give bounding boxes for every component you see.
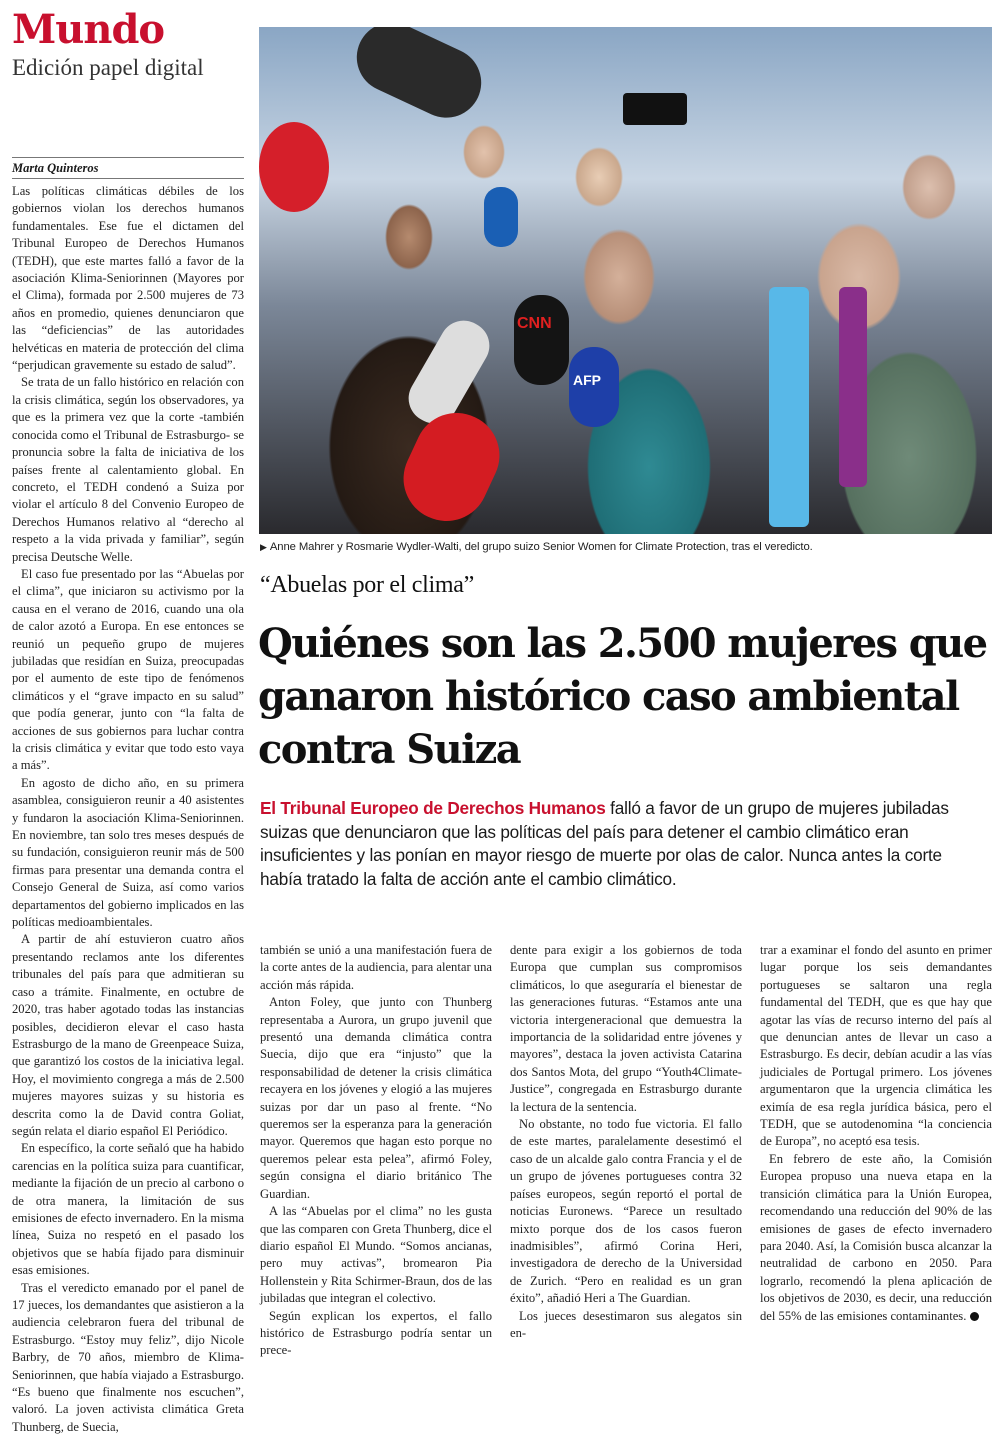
paragraph: trar a examinar el fondo del asunto en primer lugar porque los seis demandantes portugueses se saltaron una regla fundamental del TEDH, que es que hay que agotar las vías de recurso interno del país al que denuncian antes de llevar un caso a Estrasburgo. Es decir, debían acudir a las vías judiciales de Portugal primero. Los jóvenes argumentaron que la urgencia climática les eximía de esa regla jurídica básica, pero el TEDH, que se autodenomina “la conciencia de Europa”, no aceptó esa tesis. <box>760 943 992 1149</box>
boom-microphone <box>345 27 492 129</box>
body-column-4 <box>760 942 992 1325</box>
paragraph: también se unió a una manifestación fuera de la corte antes de la audiencia, para alentar una acción más rápida. <box>260 943 492 992</box>
lede-highlight: El Tribunal Europeo de Derechos Humanos <box>260 798 606 818</box>
paragraph: Anton Foley, que junto con Thunberg representaba a Aurora, un grupo juvenil que presentó una demanda climática contra Suecia, dijo que era “injusto” que la responsabilidad de detener la crisis climática recayera en los jóvenes y elogió a las mujeres suizas por dar un paso al frente. “No queremos ser la esperanza para la generación mayor. Queremos que hagan esto porque no queremos pelear esta pelea”, afirmó Foley, según consigna el diario británico The Guardian. <box>260 995 492 1201</box>
microphone-cnn <box>514 295 569 385</box>
afp-logo: AFP <box>573 372 601 388</box>
body-column-3 <box>510 942 742 1342</box>
body-column-1 <box>12 183 244 1436</box>
caption-text: Anne Mahrer y Rosmarie Wydler-Walti, del grupo suizo Senior Women for Climate Protection, tras el veredicto. <box>269 541 813 553</box>
purple-scarf <box>839 287 867 487</box>
byline-rule-top <box>12 157 244 158</box>
paragraph-text: En febrero de este año, la Comisión Europea propuso una nueva etapa en la transición climática para la Unión Europea, recomendando una reducción del 90% de las emisiones de gases de efecto invernadero para 2040. Así, la Comisión busca alcanzar la neutralidad de carbono en 2050. Para lograrlo, recomendó la plena aplicación de los objetivos de 2030, es decir, una reducción del 55% de las emisiones contaminantes. <box>760 1151 992 1323</box>
paragraph: Las políticas climáticas débiles de los gobiernos violan los derechos humanos fundamentales. Ese fue el dictamen del Tribunal Europeo de Derechos Humanos (TEDH), que este martes falló a favor de la asociación Klima-Seniorinnen (Mayores por el Clima), formada por 2.500 mujeres de 73 años en promedio, quienes denunciaron que las “deficiencias” de las autoridades helvéticas en materia de protección del clima “perjudican gravemente su estado de salud”. <box>12 184 244 373</box>
byline-rule-bottom <box>12 178 244 179</box>
lede-text: falló a favor de un grupo de mujeres jubiladas suizas que denunciaron que las políticas del país para detener el cambio climático eran insuficientes y las ponían en mayor riesgo de muerte por olas de calor. Nunca antes la corte había tratado la falta de acción ante el cambio climático. <box>260 798 949 889</box>
paragraph: En específico, la corte señaló que ha habido carencias en la política suiza para cuantificar, mediante la fijación de un precio al carbono o de otra manera, la limitación de sus emisiones de efecto invernadero. En la misma línea, Suiza no respetó en el pasado los objetivos que se había fijado para disminuir esas emisiones. <box>12 1141 244 1278</box>
paragraph: dente para exigir a los gobiernos de toda Europa que cumplan sus compromisos climáticos, lo que aseguraría el bienestar de las generaciones futuras. “Estamos ante una victoria intergeneracional que demuestra la importancia de la solidaridad entre jóvenes y mayores”, destaca la joven activista Catarina dos Santos Mota, del grupo “Youth4Climate-Justice”, congregada en Estrasburgo durante la lectura de la sentencia. <box>510 943 742 1114</box>
microphone-red <box>259 122 329 212</box>
section-title: Mundo <box>12 6 165 53</box>
paragraph: No obstante, no todo fue victoria. El fallo de este martes, paralelamente desestimó el caso de un alcalde galo contra Francia y el de un grupo de jóvenes portugueses contra 32 países europeos, según reportó el portal de noticias Euronews. “Parece un resultado mixto porque dos de los casos fueron inadmisibles”, afirmó Corina Heri, investigadora de derecho de la Universidad de Zurich. “Pero en realidad es un gran éxito”, añadió Heri a The Guardian. <box>510 1117 742 1306</box>
body-column-2 <box>260 942 492 1360</box>
blue-scarf <box>769 287 809 527</box>
lede <box>260 797 960 891</box>
paragraph: A las “Abuelas por el clima” no les gusta que las comparen con Greta Thunberg, dice el diario español El Mundo. “Somos ancianas, pero muy activas”, bromearon Pia Hollenstein y Rita Schirmer-Braun, dos de las jubiladas que integran el colectivo. <box>260 1204 492 1306</box>
microphone-blue <box>484 187 518 247</box>
kicker: “Abuelas por el clima” <box>260 572 474 598</box>
paragraph: Tras el veredicto emanado por el panel de 17 jueces, los demandantes que asistieron a la audiencia celebraron fuera del tribunal de Estrasburgo. “Estoy muy feliz”, dijo Nicole Barbry, de 70 años, miembro de Klima-Seniorinnen, que había viajado a Estrasburgo. “Es bueno que finalmente nos escuchen”, valoró. La joven activista climática Greta Thunberg, de Suecia, <box>12 1280 244 1434</box>
paragraph <box>760 1151 992 1325</box>
paragraph: Los jueces desestimaron sus alegatos sin en- <box>510 1308 742 1340</box>
microphone-red-2 <box>390 399 514 534</box>
article-photo <box>259 27 992 534</box>
byline: Marta Quinteros <box>12 161 99 175</box>
end-of-article-icon <box>970 1312 979 1321</box>
cnn-logo: CNN <box>517 315 552 332</box>
section-subtitle: Edición papel digital <box>12 55 204 80</box>
headline: Quiénes son las 2.500 mujeres que ganaron histórico caso ambiental contra Suiza <box>258 620 987 773</box>
triangle-right-icon: ▶ <box>260 542 267 552</box>
paragraph: Según explican los expertos, el fallo histórico de Estrasburgo podría sentar un prece- <box>260 1308 492 1358</box>
paragraph: A partir de ahí estuvieron cuatro años presentando reclamos ante los diferentes tribunales del país para que admitieran su caso a trámite. Finalmente, en octubre de 2020, tras haber agotado todas las instancias posibles, decidieron elevar el caso hasta Estrasburgo de la mano de Greenpeace Suiza, que garantizó los costos de la iniciativa legal. Hoy, el movimiento congrega a más de 2.500 mujeres mayores suizas y su historia es descrita como la de David contra Goliat, según relata el diario español El Periódico. <box>12 932 244 1138</box>
paragraph: En agosto de dicho año, en su primera asamblea, consiguieron reunir a 40 asistentes y fundaron la asociación Klima-Seniorinnen. En noviembre, tan solo tres meses después de su fundación, consiguieron reunir más de 500 firmas para presentar una demanda contra el Consejo General de Suiza, así como varios departamentos del gobierno implicados en las políticas medioambientales. <box>12 775 244 930</box>
paragraph: Se trata de un fallo histórico en relación con la crisis climática, según los observadores, ya que es la primera vez que la corte -también conocida como el Tribunal de Estrasburgo- se pronuncia sobre la falta de iniciativa de los países frente al calentamiento global. En concreto, el TEDH condenó a Suiza por violar el artículo 8 del Convenio Europeo de Derechos Humanos relativo al “derecho al respeto a la vida privada y familiar”, según precisa Deutsche Welle. <box>12 375 244 564</box>
photo-caption <box>260 540 813 554</box>
smartphone <box>623 93 687 125</box>
paragraph: El caso fue presentado por las “Abuelas por el clima”, que iniciaron su activismo por la causa en el verano de 2016, cuando una ola de calor azotó a Europa. En ese entonces se reunió un pequeño grupo de mujeres jubiladas que residían en Suiza, preocupadas por el aumento de este tipo de fenómenos climáticos y el “grave impacto en su salud” que podía generar, junto con “la falta de acciones de sus gobiernos para luchar contra la crisis climática y evitar que todo esto vaya a más”. <box>12 566 244 773</box>
